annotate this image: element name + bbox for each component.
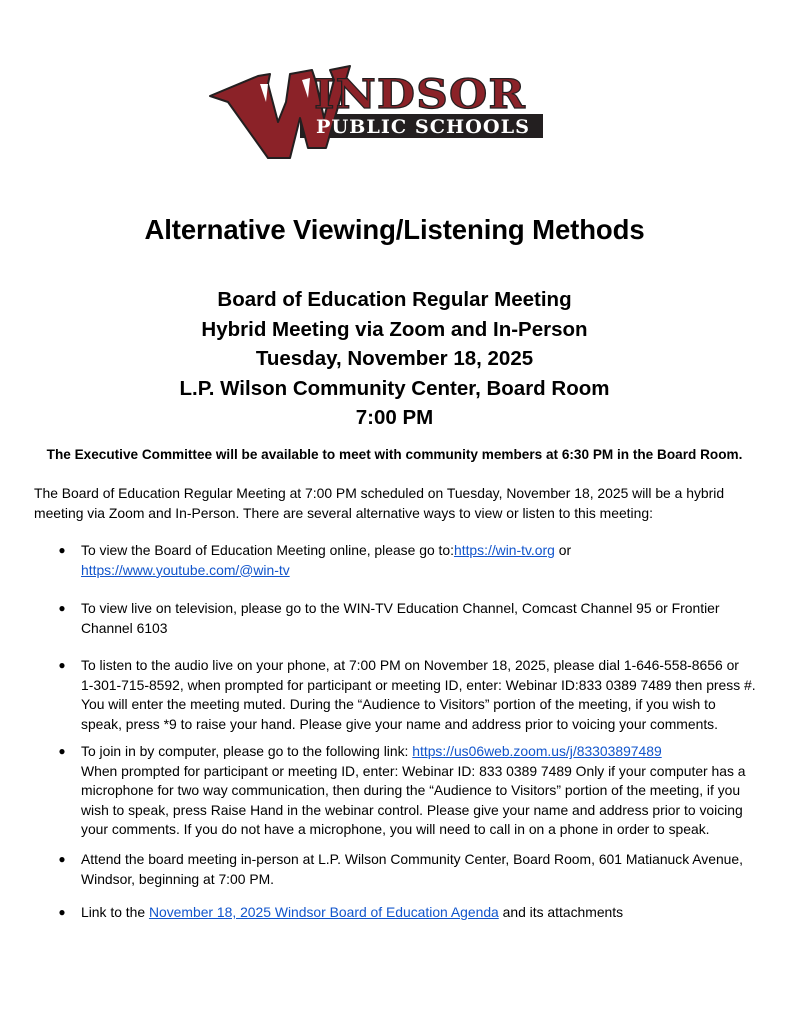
list-item-agenda — [58, 903, 781, 923]
meeting-format: Hybrid Meeting via Zoom and In-Person — [201, 317, 588, 341]
phone-text: To listen to the audio live on your phone, at 7:00 PM on November 18, 2025, please dial 1-646-558-8656 or — [81, 657, 739, 673]
phone-text: 1-301-715-8592, when prompted for participant or meeting ID, enter: Webinar ID:833 0389 7489 then press #. — [81, 676, 756, 693]
meeting-location: L.P. Wilson Community Center, Board Room — [179, 376, 610, 400]
list-item-phone — [58, 656, 781, 734]
phone-text: You will enter the meeting muted. During the “Audience to Visitors” portion of the meeting, if you wish to — [81, 696, 716, 712]
youtube-link[interactable]: https://www.youtube.com/@win-tv — [81, 561, 290, 578]
television-text: To view live on television, please go to the WIN-TV Education Channel, Comcast Channel 95 or Frontier — [81, 600, 720, 616]
intro-paragraph — [34, 484, 754, 523]
bullet-icon: ● — [58, 852, 66, 866]
in-person-text: Windsor, beginning at 7:00 PM. — [81, 870, 275, 887]
bullet-icon: ● — [58, 543, 66, 557]
svg-text:INDSOR: INDSOR — [314, 71, 526, 118]
computer-text: When prompted for participant or meeting ID, enter: Webinar ID: 833 0389 7489 Only if your computer has a — [81, 762, 746, 779]
svg-text:PUBLIC SCHOOLS: PUBLIC SCHOOLS — [316, 116, 530, 138]
computer-text: To join in by computer, please go to the following link: — [81, 743, 413, 759]
bullet-icon: ● — [58, 658, 66, 672]
meeting-time: 7:00 PM — [355, 406, 434, 429]
list-item-computer — [58, 742, 781, 840]
intro-line: meeting via Zoom and In-Person. There are several alternative ways to view or listen to this meeting: — [34, 504, 653, 521]
agenda-text: Link to the — [81, 904, 149, 920]
television-text: Channel 6103 — [81, 619, 168, 636]
page-title: Alternative Viewing/Listening Methods — [144, 214, 645, 245]
bullet-icon: ● — [58, 744, 66, 758]
list-item-online — [58, 541, 781, 580]
phone-text: speak, press *9 to raise your hand. Please give your name and address prior to voicing your comments. — [81, 715, 718, 732]
meeting-name: Board of Education Regular Meeting — [217, 288, 572, 311]
zoom-link[interactable]: https://us06web.zoom.us/j/83303897489 — [412, 743, 662, 759]
executive-committee-note: The Executive Committee will be available to meet with community members at 6:30 PM in the Board Room. — [46, 447, 743, 462]
win-tv-link[interactable]: https://win-tv.org — [453, 542, 555, 558]
intro-line: The Board of Education Regular Meeting at 7:00 PM scheduled on Tuesday, November 18, 2025 will be a hybrid — [34, 485, 725, 501]
computer-text: your comments. If you do not have a microphone, you will need to call in on a phone in order to speak. — [81, 821, 710, 837]
in-person-text: Attend the board meeting in-person at L.P. Wilson Community Center, Board Room, 601 Matianuck Avenue, — [81, 851, 743, 867]
meeting-details — [0, 285, 789, 433]
online-text: To view the Board of Education Meeting online, please go to: — [81, 542, 454, 558]
list-item-television — [58, 599, 781, 638]
computer-text: microphone for two way communication, then during the “Audience to Visitors” portion of the meeting, if you — [81, 782, 741, 798]
online-text-or: or — [554, 542, 572, 558]
bullet-icon: ● — [58, 601, 66, 615]
bullet-icon: ● — [58, 905, 66, 919]
computer-text: wish to speak, press Raise Hand in the webinar control. Please give your name and address prior to voicing — [81, 801, 743, 818]
agenda-text-suffix: and its attachments — [498, 904, 624, 920]
agenda-link[interactable]: November 18, 2025 Windsor Board of Education Agenda — [148, 904, 499, 920]
list-item-in-person — [58, 850, 781, 889]
meeting-date: Tuesday, November 18, 2025 — [255, 347, 534, 370]
windsor-public-schools-logo — [208, 62, 548, 162]
windsor-logo-icon — [208, 62, 548, 162]
